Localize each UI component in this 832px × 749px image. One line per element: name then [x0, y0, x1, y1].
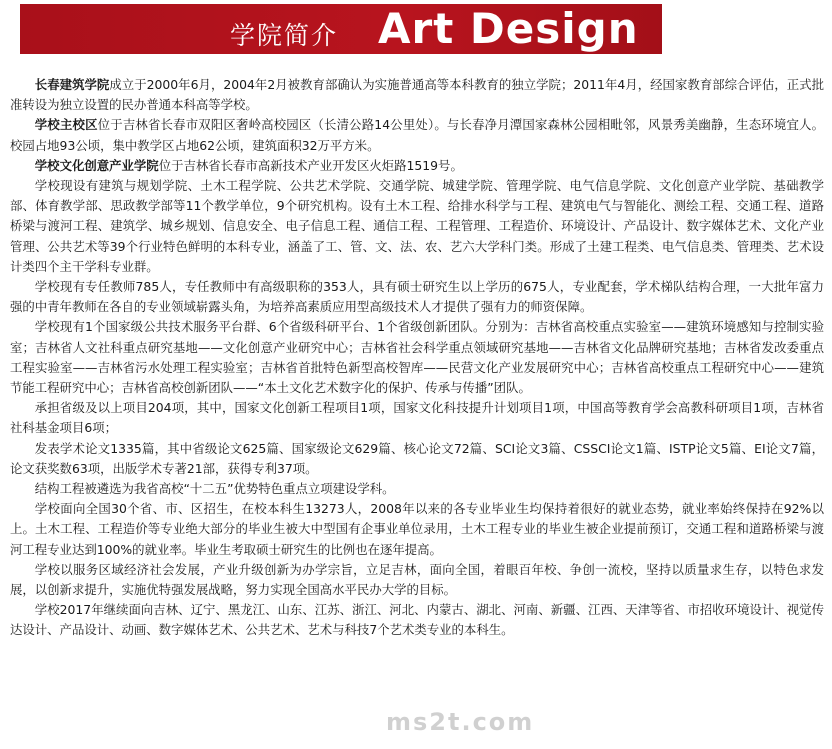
- paragraph-11: [10, 560, 824, 600]
- paragraph-2-text: 位于吉林省长春市双阳区奢岭高校园区（长清公路14公里处）。与长春净月潭国家森林公园相毗邻，风景秀美幽静，生态环境宜人。校园占地93公顷，集中教学区占地62公顷，建筑面积32万平方米。: [10, 117, 824, 153]
- paragraph-4-text: 学校现设有建筑与规划学院、土木工程学院、公共艺术学院、交通学院、城建学院、管理学院、电气信息学院、文化创意产业学院、基础教学部、体育教学部、思政教学部等11个教学单位，9个研究机构。设有土木工程、给排水科学与工程、建筑电气与智能化、测绘工程、交通工程、道路桥梁与渡河工程、建筑学、城乡规划、信息安全、电子信息工程、通信工程、工程管理、工程造价、环境设计、产品设计、数字媒体艺术、文化产业管理、公共艺术等39个行业特色鲜明的本科专业，涵盖了工、管、文、法、农、艺六大学科门类。形成了土建工程类、电气信息类、管理类、艺术设计类四个主干学科专业群。: [10, 178, 824, 274]
- paragraph-12-text: 学校2017年继续面向吉林、辽宁、黑龙江、山东、江苏、浙江、河北、内蒙古、湖北、河南、新疆、江西、天津等省、市招收环境设计、视觉传达设计、产品设计、动画、数字媒体艺术、公共艺术、艺术与科技7个艺术类专业的本科生。: [10, 602, 824, 638]
- paragraph-9-text: 结构工程被遴选为我省高校“十二五”优势特色重点立项建设学科。: [34, 481, 395, 497]
- banner-title-cn: 学院简介: [230, 21, 339, 50]
- paragraph-12: [10, 600, 824, 640]
- paragraph-10: [10, 499, 824, 560]
- paragraph-5: [10, 277, 824, 317]
- paragraph-1: [10, 75, 824, 115]
- paragraph-3: [10, 156, 824, 176]
- paragraph-7-text: 承担省级及以上项目204项，其中，国家文化创新工程项目1项，国家文化科技提升计划项目1项，中国高等教育学会高教科研项目1项，吉林省社科基金项目6项；: [10, 400, 824, 436]
- paragraph-1-text: 成立于2000年6月，2004年2月被教育部确认为实施普通高等本科教育的独立学院；2011年4月，经国家教育部综合评估，正式批准转设为独立设置的民办普通本科高等学校。: [10, 77, 825, 113]
- paragraph-2-lead: 学校主校区: [34, 117, 98, 133]
- banner-title-en: Art Design: [378, 4, 639, 53]
- paragraph-10-text: 学校面向全国30个省、市、区招生，在校本科生13273人，2008年以来的各专业毕业生均保持着很好的就业态势，就业率始终保持在92%以上。土木工程、工程造价等专业绝大部分的毕业生被大中型国有企事业单位录用，土木工程专业的毕业生被企业提前预订，交通工程和道路桥梁与渡河工程专业达到100%的就业率。毕业生考取硕士研究生的比例也在逐年提高。: [10, 501, 824, 557]
- paragraph-8: [10, 439, 824, 479]
- paragraph-11-text: 学校以服务区域经济社会发展，产业升级创新为办学宗旨，立足吉林，面向全国，着眼百年校、争创一流校，坚持以质量求生存，以特色求发展，以创新求提升，实施优特强发展战略，努力实现全国高水平民办大学的目标。: [10, 561, 824, 598]
- intro-text: [10, 75, 824, 641]
- paragraph-6: [10, 317, 824, 398]
- paragraph-3-lead: 学校文化创意产业学院: [34, 157, 159, 173]
- paragraph-2: [10, 115, 824, 155]
- paragraph-8-text: 发表学术论文1335篇，其中省级论文625篇、国家级论文629篇、核心论文72篇、SCI论文3篇、CSSCI论文1篇、ISTP论文5篇、EI论文7篇，论文获奖数63项，出版学术专著21部，获得专利37项。: [10, 440, 824, 476]
- paragraph-7: [10, 398, 824, 438]
- paragraph-3-text: 位于吉林省长春市高新技术产业开发区火炬路1519号。: [158, 157, 463, 173]
- header-banner: [20, 4, 662, 54]
- paragraph-6-text: 学校现有1个国家级公共技术服务平台群、6个省级科研平台、1个省级创新团队。分别为：吉林省高校重点实验室——建筑环境感知与控制实验室；吉林省人文社科重点研究基地——文化创意产业研究中心；吉林省社会科学重点领域研究基地——吉林省文化品牌研究基地；吉林省发改委重点工程实验室——吉林省污水处理工程实验室；吉林省首批特色新型高校智库——民营文化产业发展研究中心；吉林省高校重点工程研究中心——建筑节能工程研究中心；吉林省高校创新团队——“本土文化艺术数字化的保护、传承与传播”团队。: [10, 319, 824, 396]
- paragraph-9: [10, 479, 824, 499]
- paragraph-5-text: 学校现有专任教师785人，专任教师中有高级职称的353人，具有硕士研究生以上学历的675人，专业配套，学术梯队结构合理，一大批年富力强的中青年教师在各自的专业领域崭露头角，为培养高素质应用型高级技术人才提供了强有力的师资保障。: [10, 279, 824, 315]
- watermark: ms2t.com: [386, 708, 535, 736]
- paragraph-4: [10, 176, 824, 277]
- paragraph-1-lead: 长春建筑学院: [34, 77, 110, 92]
